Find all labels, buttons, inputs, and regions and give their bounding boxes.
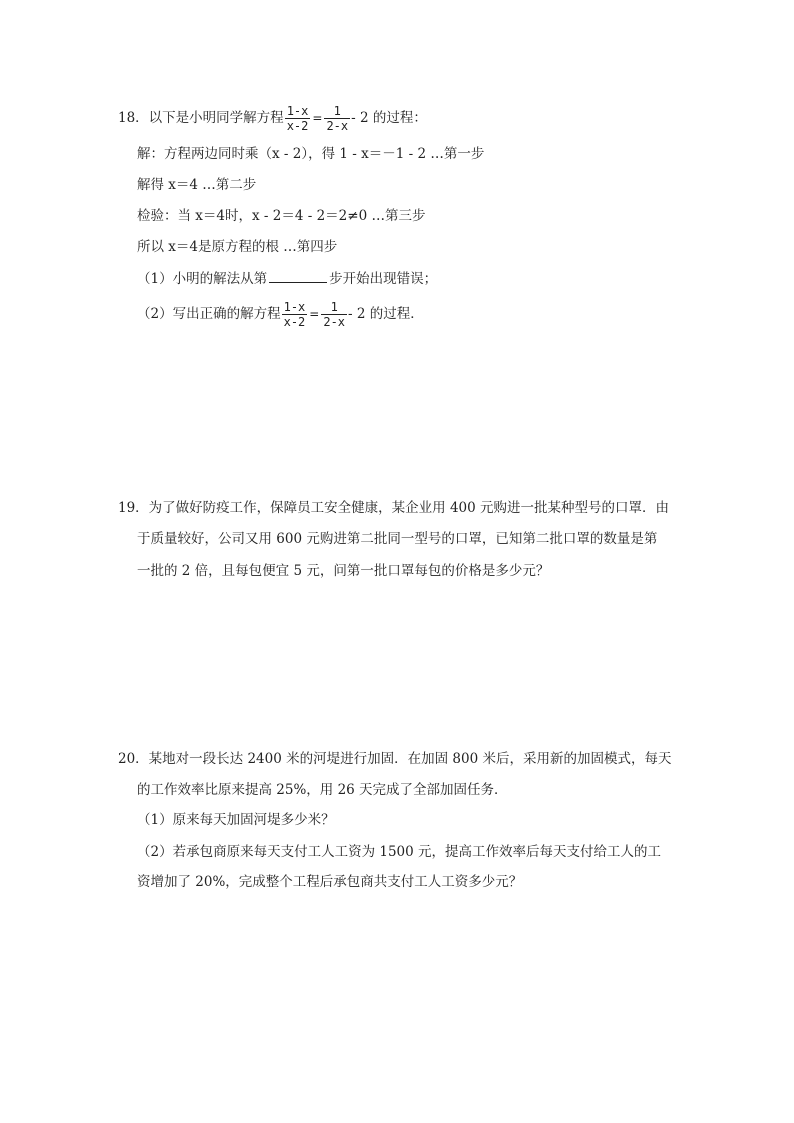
- q18-intro-text: 18．以下是小明同学解方程: [118, 110, 284, 126]
- q18-part1-tail: 步开始出现错误；: [329, 271, 438, 287]
- q20-part1: （1）原来每天加固河堤多少米？: [137, 812, 335, 828]
- q18-part2-text: （2）写出正确的解方程: [137, 306, 281, 322]
- q18-part2-fraction-right: [321, 300, 347, 329]
- fraction-denominator: 2-x: [326, 119, 349, 133]
- q18-fraction-right: [324, 104, 350, 133]
- fraction-numerator: 1: [324, 104, 350, 119]
- q19-line1: 19．为了做好防疫工作，保障员工安全健康，某企业用 400 元购进一批某种型号的口罩．由: [118, 500, 670, 516]
- q18-fraction-left: [285, 104, 311, 133]
- q18-part1-text: （1）小明的解法从第: [137, 271, 268, 287]
- q18-part2-line: [137, 300, 424, 329]
- q19-line2: 于质量较好，公司又用 600 元购进第二批同一型号的口罩，已知第二批口罩的数量是第: [137, 531, 658, 547]
- q20-line2: 的工作效率比原来提高 25%，用 26 天完成了全部加固任务．: [137, 782, 508, 798]
- fraction-numerator: 1-x: [286, 104, 309, 118]
- q18-step3: 检验：当 x＝4时，x - 2＝4 - 2＝2≠0 …第三步: [137, 208, 426, 224]
- equals-sign: =: [312, 111, 323, 125]
- answer-blank[interactable]: [269, 270, 327, 283]
- q18-intro-line: [118, 104, 427, 133]
- q20-part2-line2: 资增加了 20%，完成整个工程后承包商共支付工人工资多少元？: [137, 874, 523, 890]
- q18-part2-fraction-left: [282, 300, 308, 329]
- q18-step4: 所以 x＝4是原方程的根 …第四步: [137, 239, 338, 255]
- q20-part2-line1: （2）若承包商原来每天支付工人工资为 1500 元，提高工作效率后每天支付给工人的工: [137, 844, 662, 860]
- fraction-denominator: x-2: [286, 119, 309, 133]
- q18-step2: 解得 x＝4 …第二步: [137, 177, 257, 193]
- fraction-denominator: x-2: [283, 315, 306, 329]
- q18-part1: [137, 270, 437, 288]
- fraction-denominator: 2-x: [323, 315, 346, 329]
- fraction-numerator: 1: [321, 300, 347, 315]
- q18-intro-tail: - 2 的过程：: [351, 110, 427, 126]
- q18-part2-tail: - 2 的过程．: [348, 306, 424, 322]
- equals-sign: =: [309, 307, 320, 321]
- q19-line3: 一批的 2 倍，且每包便宜 5 元，问第一批口罩每包的价格是多少元？: [137, 563, 550, 579]
- q18-step1: 解：方程两边同时乘（x - 2），得 1 - x＝－1 - 2 …第一步: [137, 146, 485, 162]
- fraction-numerator: 1-x: [283, 300, 306, 314]
- q20-line1: 20．某地对一段长达 2400 米的河堤进行加固．在加固 800 米后，采用新的加固模式，每天: [118, 751, 672, 767]
